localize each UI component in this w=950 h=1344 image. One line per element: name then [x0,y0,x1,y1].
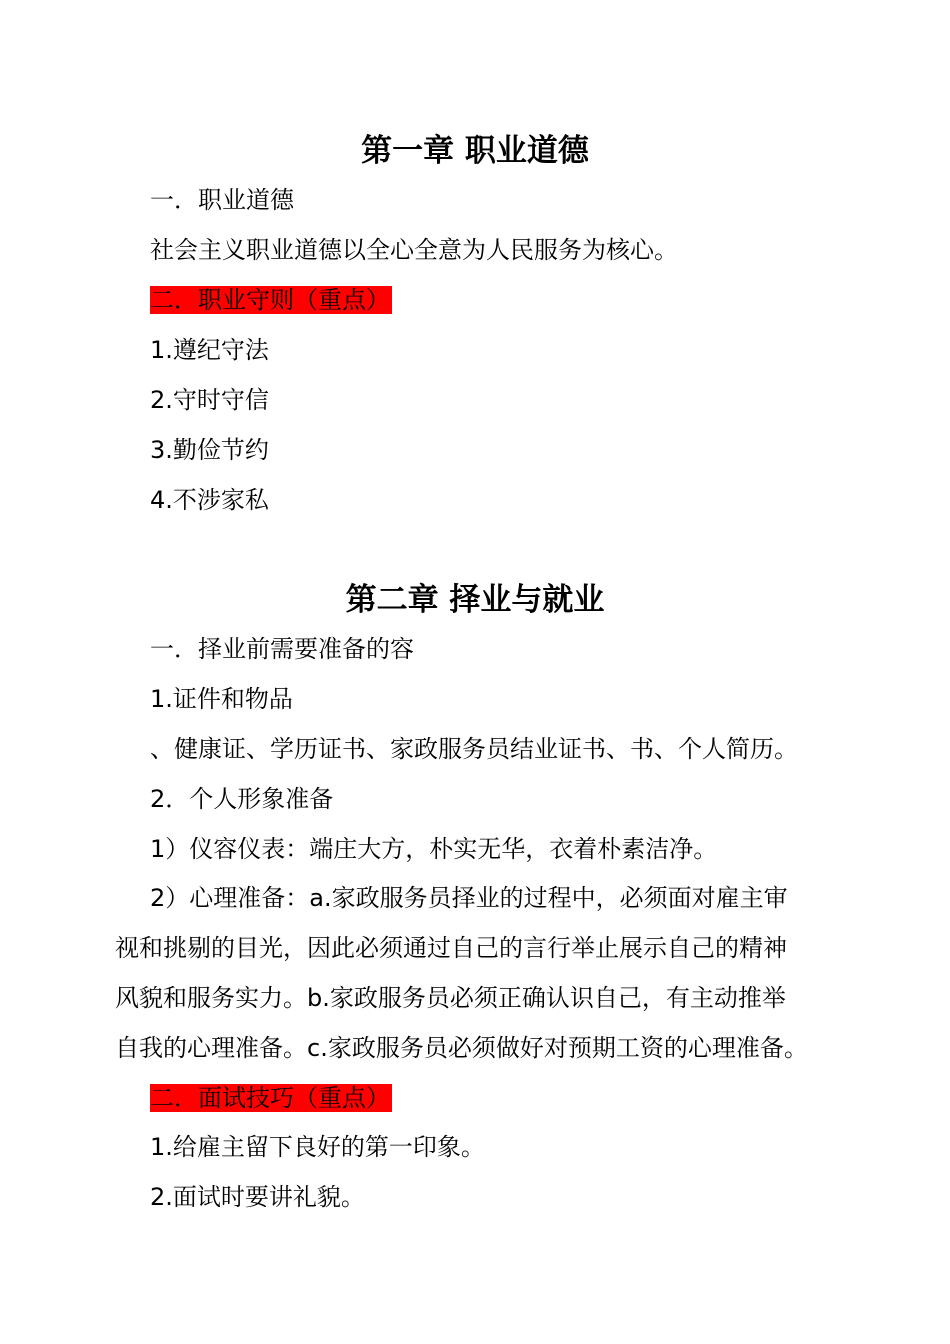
chapter-2-section-2-heading-wrapper [150,1081,392,1115]
chapter-1-item-3: 3.勤俭节约 [150,436,269,464]
chapter-2-sub-2-item-2-line-2: 视和挑剔的目光，因此必须通过自己的言行举止展示自己的精神 [115,934,787,962]
chapter-2-section-2-item-1: 1.给雇主留下良好的第一印象。 [150,1133,485,1161]
chapter-1-item-1: 1.遵纪守法 [150,336,269,364]
chapter-2-section-1-heading: 一．择业前需要准备的容 [150,635,414,663]
chapter-2-section-2-heading: 二．面试技巧（重点） [150,1084,390,1112]
chapter-2-title: 第二章 择业与就业 [345,582,605,618]
chapter-2-sub-2-item-2-line-3: 风貌和服务实力。b.家政服务员必须正确认识自己，有主动推举 [115,984,786,1012]
chapter-2-sub-1-text: 、健康证、学历证书、家政服务员结业证书、书、个人简历。 [150,735,798,763]
chapter-1-section-2-heading-wrapper [150,283,392,317]
chapter-2-sub-1-heading: 1.证件和物品 [150,685,293,713]
chapter-2-sub-2-item-2-line-4: 自我的心理准备。c.家政服务员必须做好对预期工资的心理准备。 [115,1034,808,1062]
chapter-1-section-1-heading: 一．职业道德 [150,186,294,214]
chapter-2-sub-2-heading: 2．个人形象准备 [150,785,334,813]
chapter-1-section-1-text: 社会主义职业道德以全心全意为人民服务为核心。 [150,236,678,264]
chapter-1-item-4: 4.不涉家私 [150,486,269,514]
chapter-2-sub-2-item-2-line-1: 2）心理准备：a.家政服务员择业的过程中，必须面对雇主审 [150,884,788,912]
chapter-2-sub-2-item-1: 1）仪容仪表：端庄大方，朴实无华，衣着朴素洁净。 [150,835,718,863]
chapter-1-section-2-heading: 二．职业守则（重点） [150,286,390,314]
chapter-1-item-2: 2.守时守信 [150,386,269,414]
chapter-1-title: 第一章 职业道德 [361,133,589,169]
chapter-2-section-2-item-2: 2.面试时要讲礼貌。 [150,1183,365,1211]
